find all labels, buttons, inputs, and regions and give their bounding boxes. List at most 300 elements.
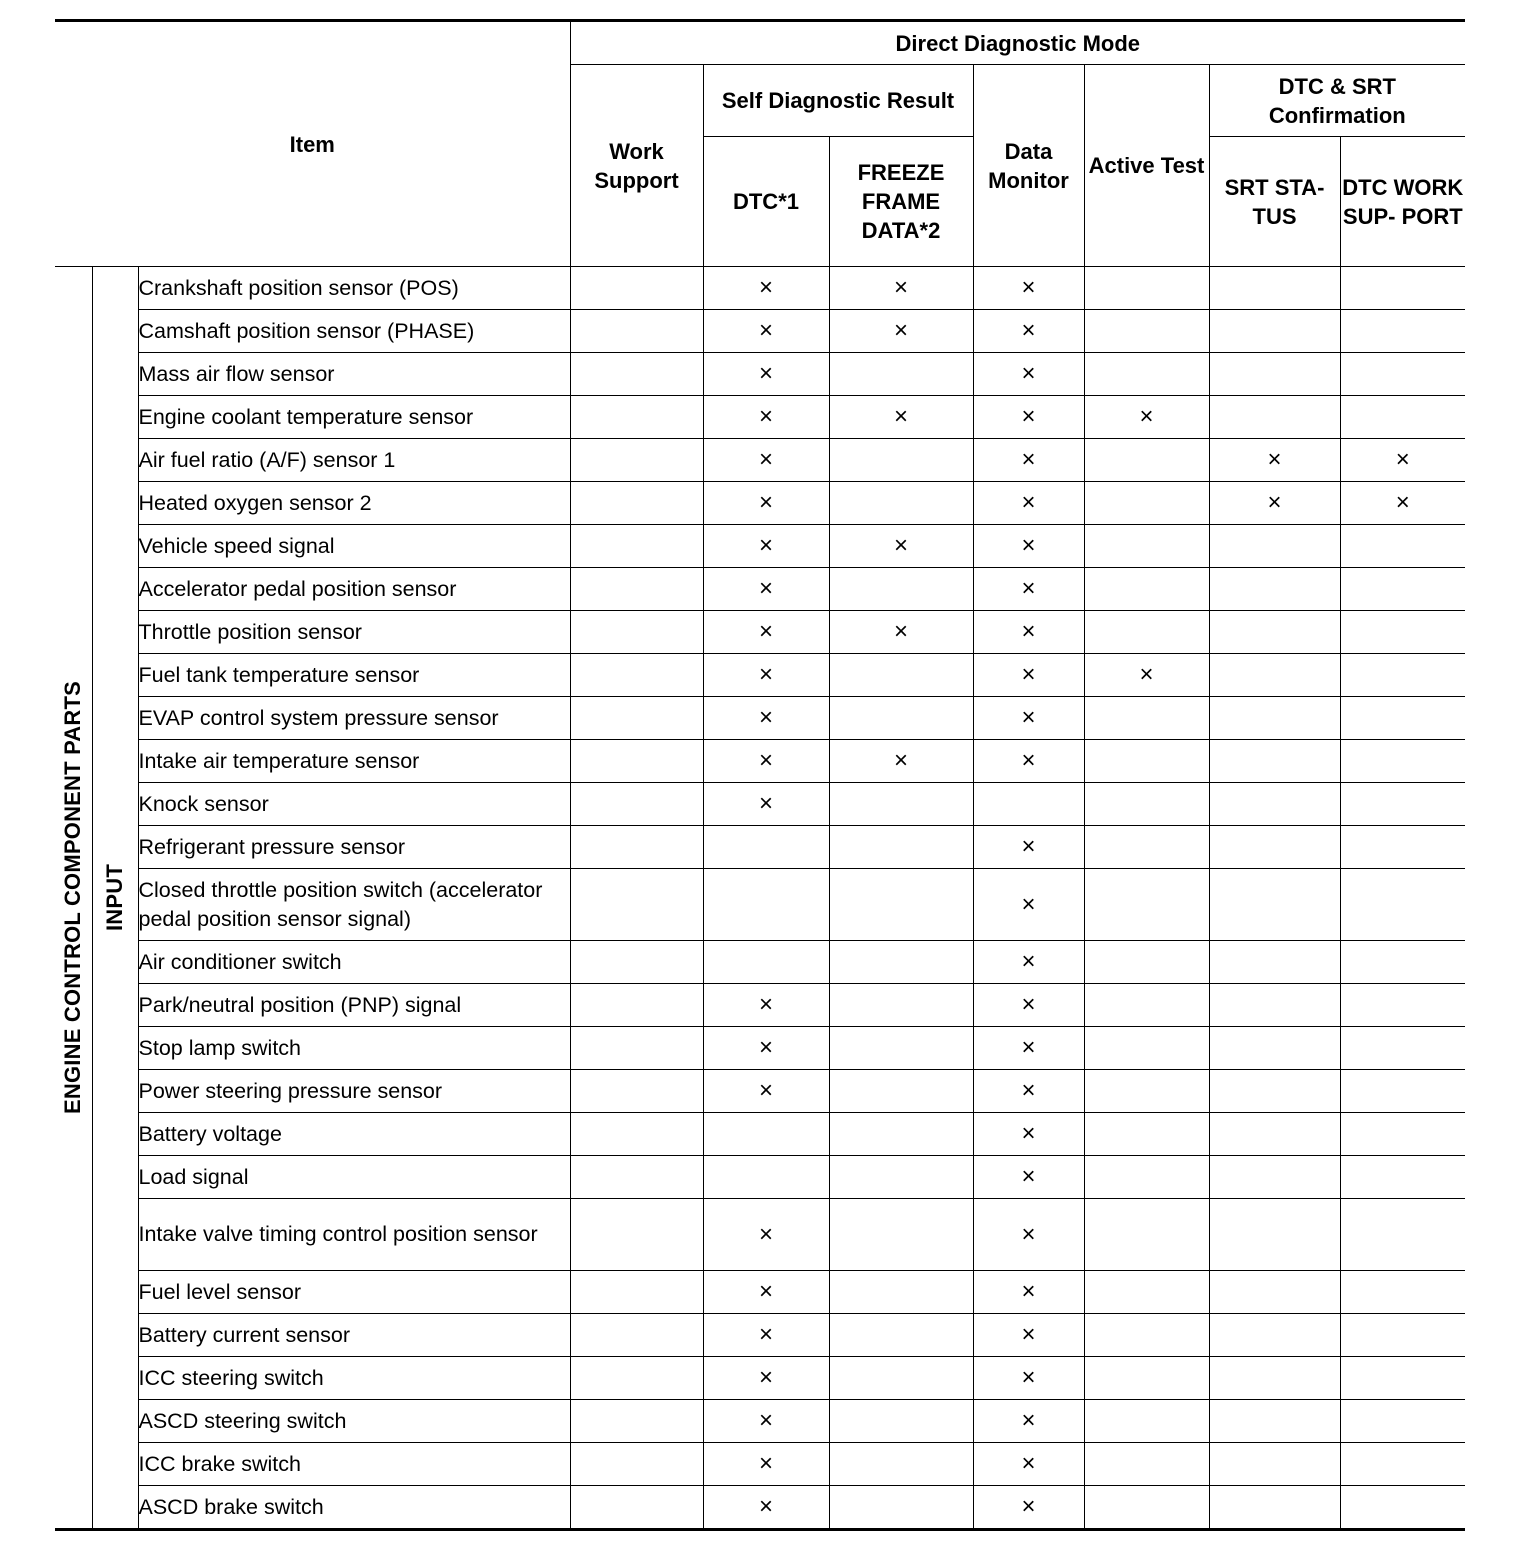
check-mark: × <box>758 618 773 645</box>
mark-cell <box>829 1486 973 1530</box>
mark-cell <box>1209 1486 1340 1530</box>
subgroup-label: INPUT <box>102 864 127 931</box>
mark-cell <box>1084 1156 1209 1199</box>
mark-cell <box>1209 740 1340 783</box>
table-row <box>55 611 1465 654</box>
mark-cell <box>570 525 703 568</box>
mark-cell <box>570 353 703 396</box>
mark-cell <box>570 1314 703 1357</box>
subgroup-label-cell <box>92 267 138 1530</box>
header-direct-diagnostic-mode: Direct Diagnostic Mode <box>570 21 1465 65</box>
mark-cell <box>1084 482 1209 525</box>
check-mark: × <box>758 704 773 731</box>
mark-cell <box>829 941 973 984</box>
item-name: Knock sensor <box>138 783 570 826</box>
mark-cell <box>1340 1199 1465 1271</box>
mark-cell <box>829 439 973 482</box>
check-mark: × <box>1021 1364 1036 1391</box>
mark-cell <box>1084 1199 1209 1271</box>
mark-cell <box>703 1156 829 1199</box>
mark-cell <box>829 267 973 310</box>
check-mark: × <box>893 317 908 344</box>
check-mark: × <box>1021 446 1036 473</box>
mark-cell <box>973 1027 1084 1070</box>
mark-cell <box>570 941 703 984</box>
mark-cell <box>1340 310 1465 353</box>
mark-cell <box>973 1314 1084 1357</box>
check-mark: × <box>758 532 773 559</box>
mark-cell <box>570 740 703 783</box>
check-mark: × <box>758 661 773 688</box>
mark-cell <box>570 1357 703 1400</box>
header-active-test: Active Test <box>1084 65 1209 267</box>
mark-cell <box>1084 941 1209 984</box>
table-row <box>55 1113 1465 1156</box>
check-mark: × <box>1021 403 1036 430</box>
table-row <box>55 941 1465 984</box>
mark-cell <box>703 826 829 869</box>
mark-cell <box>1340 984 1465 1027</box>
mark-cell <box>1084 1314 1209 1357</box>
table-row <box>55 568 1465 611</box>
header-item: Item <box>55 21 570 267</box>
mark-cell <box>1084 654 1209 697</box>
mark-cell <box>1209 1113 1340 1156</box>
mark-cell <box>703 611 829 654</box>
mark-cell <box>1084 267 1209 310</box>
mark-cell <box>1209 267 1340 310</box>
mark-cell <box>1084 1070 1209 1113</box>
mark-cell <box>1084 525 1209 568</box>
mark-cell <box>703 869 829 941</box>
check-mark: × <box>758 1364 773 1391</box>
mark-cell <box>1209 869 1340 941</box>
mark-cell <box>1084 1400 1209 1443</box>
table-row <box>55 439 1465 482</box>
mark-cell <box>1084 353 1209 396</box>
mark-cell <box>1209 439 1340 482</box>
mark-cell <box>1084 984 1209 1027</box>
check-mark: × <box>1021 1321 1036 1348</box>
check-mark: × <box>1021 1278 1036 1305</box>
mark-cell <box>1340 783 1465 826</box>
mark-cell <box>1209 1443 1340 1486</box>
check-mark: × <box>1021 1220 1036 1248</box>
mark-cell <box>973 783 1084 826</box>
mark-cell <box>703 353 829 396</box>
mark-cell <box>973 654 1084 697</box>
mark-cell <box>1340 869 1465 941</box>
mark-cell <box>973 984 1084 1027</box>
diagnostic-mode-table <box>55 19 1465 1531</box>
mark-cell <box>973 697 1084 740</box>
check-mark: × <box>893 532 908 559</box>
mark-cell <box>1340 1113 1465 1156</box>
mark-cell <box>1084 1113 1209 1156</box>
mark-cell <box>973 267 1084 310</box>
check-mark: × <box>758 1034 773 1061</box>
check-mark: × <box>1021 317 1036 344</box>
table-row <box>55 826 1465 869</box>
check-mark: × <box>893 618 908 645</box>
check-mark: × <box>758 991 773 1018</box>
item-name: Intake air temperature sensor <box>138 740 570 783</box>
group-label-cell <box>55 267 92 1530</box>
mark-cell <box>829 1156 973 1199</box>
check-mark: × <box>758 1450 773 1477</box>
mark-cell <box>973 396 1084 439</box>
mark-cell <box>703 482 829 525</box>
check-mark: × <box>1395 489 1410 516</box>
item-name: Mass air flow sensor <box>138 353 570 396</box>
check-mark: × <box>1021 1450 1036 1477</box>
mark-cell <box>829 1070 973 1113</box>
item-name: Accelerator pedal position sensor <box>138 568 570 611</box>
mark-cell <box>1209 654 1340 697</box>
mark-cell <box>829 654 973 697</box>
mark-cell <box>973 439 1084 482</box>
check-mark: × <box>1267 446 1282 473</box>
check-mark: × <box>1021 991 1036 1018</box>
item-name: Battery voltage <box>138 1113 570 1156</box>
mark-cell <box>973 611 1084 654</box>
check-mark: × <box>893 747 908 774</box>
mark-cell <box>1209 1156 1340 1199</box>
mark-cell <box>1340 1156 1465 1199</box>
mark-cell <box>1340 1443 1465 1486</box>
mark-cell <box>570 826 703 869</box>
check-mark: × <box>758 1493 773 1520</box>
mark-cell <box>1340 482 1465 525</box>
mark-cell <box>703 439 829 482</box>
mark-cell <box>973 1400 1084 1443</box>
check-mark: × <box>1021 948 1036 975</box>
mark-cell <box>703 568 829 611</box>
check-mark: × <box>1021 1034 1036 1061</box>
mark-cell <box>1084 439 1209 482</box>
mark-cell <box>973 1443 1084 1486</box>
mark-cell <box>703 396 829 439</box>
mark-cell <box>1084 310 1209 353</box>
mark-cell <box>1209 482 1340 525</box>
check-mark: × <box>1021 704 1036 731</box>
mark-cell <box>829 525 973 568</box>
table-row <box>55 353 1465 396</box>
header-dtc: DTC*1 <box>703 137 829 267</box>
mark-cell <box>570 1070 703 1113</box>
mark-cell <box>973 568 1084 611</box>
mark-cell <box>703 1113 829 1156</box>
item-name: Engine coolant temperature sensor <box>138 396 570 439</box>
mark-cell <box>570 1271 703 1314</box>
table-row <box>55 740 1465 783</box>
mark-cell <box>1340 1027 1465 1070</box>
table-row <box>55 1486 1465 1530</box>
item-name: Vehicle speed signal <box>138 525 570 568</box>
mark-cell <box>703 654 829 697</box>
item-name: Refrigerant pressure sensor <box>138 826 570 869</box>
item-name: Fuel tank temperature sensor <box>138 654 570 697</box>
mark-cell <box>1340 1357 1465 1400</box>
mark-cell <box>829 697 973 740</box>
mark-cell <box>570 482 703 525</box>
mark-cell <box>1209 1400 1340 1443</box>
mark-cell <box>1084 396 1209 439</box>
check-mark: × <box>893 274 908 301</box>
check-mark: × <box>1267 489 1282 516</box>
check-mark: × <box>1021 661 1036 688</box>
item-name: Closed throttle position switch (accelerator pedal position sensor signal) <box>138 869 570 941</box>
mark-cell <box>1340 1314 1465 1357</box>
mark-cell <box>829 1199 973 1271</box>
table-row <box>55 1199 1465 1271</box>
check-mark: × <box>758 790 773 817</box>
mark-cell <box>703 1357 829 1400</box>
item-name: Air fuel ratio (A/F) sensor 1 <box>138 439 570 482</box>
check-mark: × <box>1021 489 1036 516</box>
check-mark: × <box>1139 661 1154 688</box>
mark-cell <box>1340 1070 1465 1113</box>
check-mark: × <box>1021 890 1036 918</box>
mark-cell <box>703 525 829 568</box>
item-name: ASCD steering switch <box>138 1400 570 1443</box>
check-mark: × <box>1021 532 1036 559</box>
header-freeze-frame-data: FREEZE FRAME DATA*2 <box>829 137 973 267</box>
item-name: Intake valve timing control position sensor <box>138 1199 570 1271</box>
mark-cell <box>1209 1271 1340 1314</box>
mark-cell <box>1209 984 1340 1027</box>
mark-cell <box>703 267 829 310</box>
check-mark: × <box>758 489 773 516</box>
mark-cell <box>570 396 703 439</box>
item-name: ICC steering switch <box>138 1357 570 1400</box>
check-mark: × <box>758 1278 773 1305</box>
table-row <box>55 1400 1465 1443</box>
mark-cell <box>829 869 973 941</box>
item-name: Throttle position sensor <box>138 611 570 654</box>
mark-cell <box>973 482 1084 525</box>
table-row <box>55 783 1465 826</box>
mark-cell <box>973 869 1084 941</box>
header-data-monitor: Data Monitor <box>973 65 1084 267</box>
mark-cell <box>570 1486 703 1530</box>
mark-cell <box>829 568 973 611</box>
mark-cell <box>1084 697 1209 740</box>
mark-cell <box>829 826 973 869</box>
check-mark: × <box>1021 1120 1036 1147</box>
mark-cell <box>1209 1070 1340 1113</box>
mark-cell <box>1340 568 1465 611</box>
mark-cell <box>570 611 703 654</box>
mark-cell <box>703 1314 829 1357</box>
table-row <box>55 1027 1465 1070</box>
mark-cell <box>1209 310 1340 353</box>
mark-cell <box>1340 826 1465 869</box>
mark-cell <box>703 310 829 353</box>
mark-cell <box>973 1271 1084 1314</box>
mark-cell <box>570 1156 703 1199</box>
mark-cell <box>570 984 703 1027</box>
item-name: Stop lamp switch <box>138 1027 570 1070</box>
check-mark: × <box>1021 274 1036 301</box>
check-mark: × <box>758 1220 773 1248</box>
check-mark: × <box>1139 403 1154 430</box>
mark-cell <box>1084 1486 1209 1530</box>
header-self-diagnostic-result: Self Diagnostic Result <box>703 65 973 137</box>
mark-cell <box>1084 611 1209 654</box>
check-mark: × <box>1021 1163 1036 1190</box>
mark-cell <box>973 1199 1084 1271</box>
mark-cell <box>570 439 703 482</box>
mark-cell <box>973 525 1084 568</box>
mark-cell <box>1084 1027 1209 1070</box>
table-row <box>55 525 1465 568</box>
mark-cell <box>570 1027 703 1070</box>
mark-cell <box>570 1199 703 1271</box>
check-mark: × <box>758 747 773 774</box>
mark-cell <box>570 1113 703 1156</box>
check-mark: × <box>758 317 773 344</box>
mark-cell <box>1340 740 1465 783</box>
mark-cell <box>703 1400 829 1443</box>
mark-cell <box>1209 783 1340 826</box>
mark-cell <box>703 1443 829 1486</box>
mark-cell <box>1209 826 1340 869</box>
mark-cell <box>703 941 829 984</box>
table-row <box>55 1271 1465 1314</box>
mark-cell <box>703 697 829 740</box>
mark-cell <box>703 1027 829 1070</box>
mark-cell <box>1340 941 1465 984</box>
mark-cell <box>570 568 703 611</box>
check-mark: × <box>1021 1077 1036 1104</box>
mark-cell <box>703 1199 829 1271</box>
item-name: Crankshaft position sensor (POS) <box>138 267 570 310</box>
mark-cell <box>1340 525 1465 568</box>
check-mark: × <box>1021 833 1036 860</box>
check-mark: × <box>1021 1493 1036 1520</box>
mark-cell <box>1340 697 1465 740</box>
table-row <box>55 1357 1465 1400</box>
check-mark: × <box>758 575 773 602</box>
mark-cell <box>829 1400 973 1443</box>
mark-cell <box>1340 1271 1465 1314</box>
check-mark: × <box>893 403 908 430</box>
check-mark: × <box>758 274 773 301</box>
mark-cell <box>829 783 973 826</box>
mark-cell <box>1084 826 1209 869</box>
mark-cell <box>1209 353 1340 396</box>
table-row <box>55 1314 1465 1357</box>
mark-cell <box>829 1443 973 1486</box>
mark-cell <box>1340 1486 1465 1530</box>
mark-cell <box>973 740 1084 783</box>
item-name: ASCD brake switch <box>138 1486 570 1530</box>
mark-cell <box>973 1486 1084 1530</box>
check-mark: × <box>1395 446 1410 473</box>
mark-cell <box>829 1357 973 1400</box>
mark-cell <box>703 1070 829 1113</box>
item-name: Park/neutral position (PNP) signal <box>138 984 570 1027</box>
check-mark: × <box>758 1077 773 1104</box>
mark-cell <box>973 1357 1084 1400</box>
mark-cell <box>829 310 973 353</box>
mark-cell <box>1084 740 1209 783</box>
check-mark: × <box>1021 575 1036 602</box>
mark-cell <box>1209 941 1340 984</box>
mark-cell <box>703 984 829 1027</box>
table-body <box>55 267 1465 1530</box>
mark-cell <box>829 1271 973 1314</box>
item-name: Air conditioner switch <box>138 941 570 984</box>
check-mark: × <box>758 1321 773 1348</box>
table-row <box>55 1070 1465 1113</box>
mark-cell <box>1209 611 1340 654</box>
item-name: Battery current sensor <box>138 1314 570 1357</box>
mark-cell <box>1084 1357 1209 1400</box>
check-mark: × <box>758 360 773 387</box>
mark-cell <box>829 1113 973 1156</box>
table-row <box>55 396 1465 439</box>
check-mark: × <box>1021 360 1036 387</box>
item-name: Camshaft position sensor (PHASE) <box>138 310 570 353</box>
mark-cell <box>1084 1443 1209 1486</box>
mark-cell <box>1209 1314 1340 1357</box>
header-dtc-srt-confirmation: DTC & SRT Confirmation <box>1209 65 1465 137</box>
mark-cell <box>973 941 1084 984</box>
mark-cell <box>570 654 703 697</box>
mark-cell <box>973 1070 1084 1113</box>
check-mark: × <box>1021 618 1036 645</box>
mark-cell <box>1340 396 1465 439</box>
item-name: Fuel level sensor <box>138 1271 570 1314</box>
item-name: ICC brake switch <box>138 1443 570 1486</box>
mark-cell <box>1340 1400 1465 1443</box>
mark-cell <box>1084 1271 1209 1314</box>
header-dtc-work-support: DTC WORK SUP- PORT <box>1340 137 1465 267</box>
mark-cell <box>829 1314 973 1357</box>
mark-cell <box>570 1443 703 1486</box>
mark-cell <box>1209 1357 1340 1400</box>
check-mark: × <box>758 403 773 430</box>
check-mark: × <box>758 1407 773 1434</box>
mark-cell <box>829 611 973 654</box>
check-mark: × <box>1021 1407 1036 1434</box>
mark-cell <box>1340 611 1465 654</box>
table-row <box>55 267 1465 310</box>
mark-cell <box>1209 396 1340 439</box>
mark-cell <box>1084 783 1209 826</box>
table-row <box>55 1443 1465 1486</box>
mark-cell <box>1340 353 1465 396</box>
mark-cell <box>829 1027 973 1070</box>
mark-cell <box>973 1113 1084 1156</box>
mark-cell <box>1084 869 1209 941</box>
header-work-support: Work Support <box>570 65 703 267</box>
mark-cell <box>1209 697 1340 740</box>
mark-cell <box>570 1400 703 1443</box>
table-row <box>55 869 1465 941</box>
mark-cell <box>1340 439 1465 482</box>
item-name: Heated oxygen sensor 2 <box>138 482 570 525</box>
mark-cell <box>973 826 1084 869</box>
mark-cell <box>570 783 703 826</box>
mark-cell <box>1209 525 1340 568</box>
mark-cell <box>1209 1199 1340 1271</box>
mark-cell <box>973 310 1084 353</box>
mark-cell <box>829 353 973 396</box>
mark-cell <box>703 740 829 783</box>
